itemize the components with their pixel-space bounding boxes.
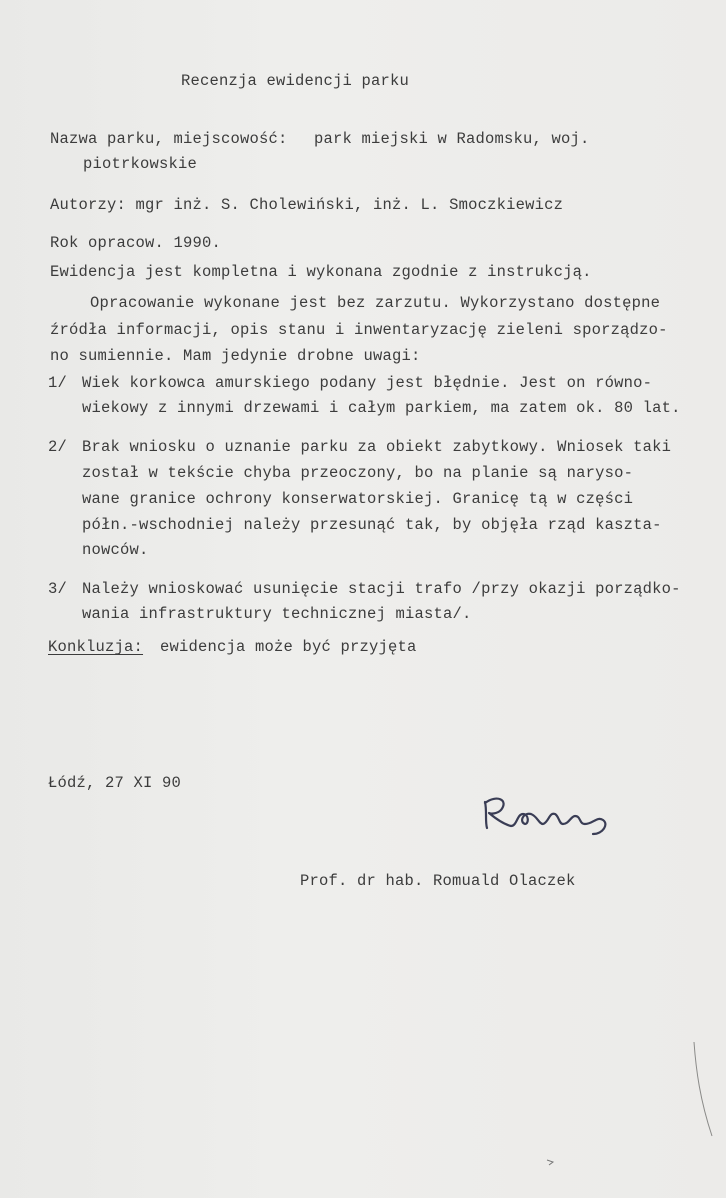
authors-line: Autorzy: mgr inż. S. Cholewiński, inż. L. Smoczkiewicz: [50, 196, 564, 214]
remark-line: wania infrastruktury technicznej miasta/.: [82, 605, 472, 623]
remark-line: nowców.: [82, 541, 149, 559]
conclusion-label: Konkluzja:: [48, 638, 144, 656]
remark-line: wiekowy z innymi drzewami i całym parkiem, ma zatem ok. 80 lat.: [82, 399, 681, 417]
body-line: źródła informacji, opis stanu i inwentaryzację zieleni sporządzo-: [50, 321, 668, 339]
body-line: no sumiennie. Mam jedynie drobne uwagi:: [50, 347, 421, 365]
park-name-label: Nazwa parku, miejscowość:: [50, 130, 288, 148]
remark-line: wane granice ochrony konserwatorskiej. Granicę tą w części: [82, 490, 634, 508]
remark-number: 3/: [48, 580, 68, 598]
park-name-continuation: piotrkowskie: [83, 155, 198, 173]
completeness-statement: Ewidencja jest kompletna i wykonana zgodnie z instrukcją.: [50, 263, 592, 281]
handwritten-signature: [475, 790, 625, 850]
remark-number: 1/: [48, 374, 68, 392]
remark-line: Należy wnioskować usunięcie stacji trafo /przy okazji porządko-: [82, 580, 681, 598]
place-date: Łódź, 27 XI 90: [48, 774, 182, 792]
park-name-value: park miejski w Radomsku, woj.: [314, 130, 590, 148]
signatory-name: Prof. dr hab. Romuald Olaczek: [300, 872, 576, 890]
paper-speck-mark: [545, 1156, 557, 1168]
remark-line: Brak wniosku o uznanie parku za obiekt zabytkowy. Wniosek taki: [82, 438, 672, 456]
year-line: Rok opracow. 1990.: [50, 234, 222, 252]
document-title: Recenzja ewidencji parku: [181, 72, 410, 90]
conclusion-text: ewidencja może być przyjęta: [160, 638, 417, 656]
remark-number: 2/: [48, 438, 68, 456]
body-line: Opracowanie wykonane jest bez zarzutu. Wykorzystano dostępne: [90, 294, 661, 312]
remark-line: półn.-wschodniej należy przesunąć tak, by objęła rząd kaszta-: [82, 516, 662, 534]
remark-line: został w tekście chyba przeoczony, bo na planie są naryso-: [82, 464, 634, 482]
remark-line: Wiek korkowca amurskiego podany jest błędnie. Jest on równo-: [82, 374, 653, 392]
paper-edge-mark: [688, 1040, 718, 1140]
